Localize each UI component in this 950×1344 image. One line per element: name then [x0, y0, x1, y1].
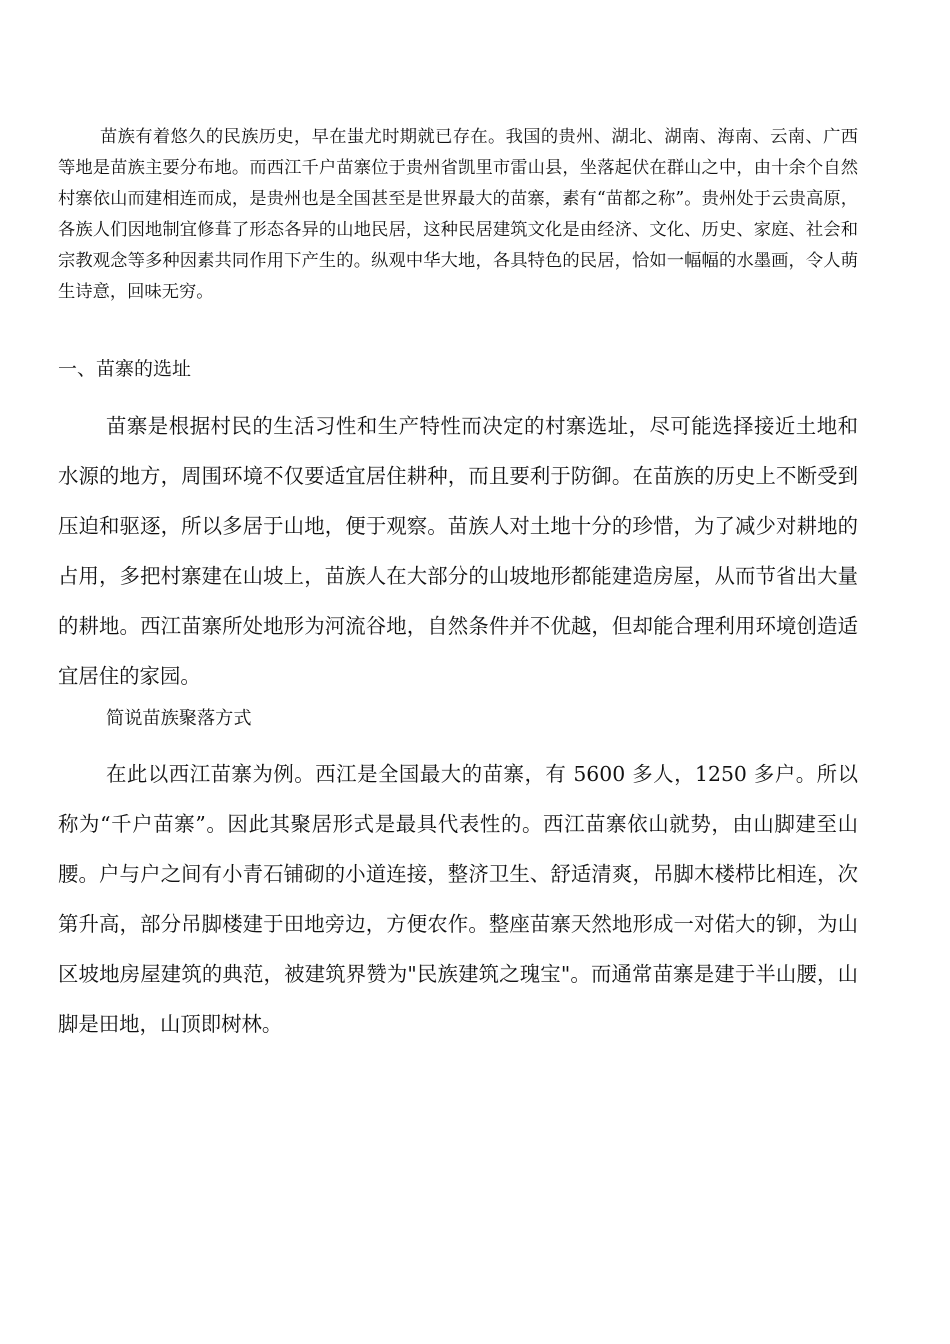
settlement-paragraph: 在此以西江苗寨为例。西江是全国最大的苗寨，有 5600 多人，1250 多户。所以称为“千户苗寨”。因此其聚居形式是最具代表性的。西江苗寨依山就势，由山脚建至山腰。户与户之间有小青石铺砌的小道连接，整济卫生、舒适清爽，吊脚木楼栉比相连，次第升高，部分吊脚楼建于田地旁边，方便农作。整座苗寨天然地形成一对偌大的铆，为山区坡地房屋建筑的典范，被建筑界赞为"民族建筑之瑰宝"。而通常苗寨是建于半山腰，山脚是田地，山顶即树林。	[58, 762, 858, 1036]
section-heading-settlement: 简说苗族聚落方式	[106, 708, 252, 729]
section-heading-site-selection: 一、苗寨的选址	[58, 358, 192, 380]
intro-paragraph: 苗族有着悠久的民族历史，早在蚩尤时期就已存在。我国的贵州、湖北、湖南、海南、云南、广西等地是苗族主要分布地。而西江千户苗寨位于贵州省凯里市雷山县，坐落起伏在群山之中，由十余个自然村寨依山而建相连而成，是贵州也是全国甚至是世界最大的苗寨，素有“苗都之称”。贵州处于云贵高原，各族人们因地制宜修葺了形态各异的山地民居，这种民居建筑文化是由经济、文化、历史、家庭、社会和宗教观念等多种因素共同作用下产生的。纵观中华大地，各具特色的民居，恰如一幅幅的水墨画，令人萌生诗意，回味无穷。	[58, 127, 858, 302]
site-selection-paragraph: 苗寨是根据村民的生活习性和生产特性而决定的村寨选址，尽可能选择接近土地和水源的地方，周围环境不仅要适宜居住耕种，而且要利于防御。在苗族的历史上不断受到压迫和驱逐，所以多居于山地，便于观察。苗族人对土地十分的珍惜，为了减少对耕地的占用，多把村寨建在山坡上，苗族人在大部分的山坡地形都能建造房屋，从而节省出大量的耕地。西江苗寨所处地形为河流谷地，自然条件并不优越，但却能合理利用环境创造适宜居住的家园。	[58, 414, 858, 688]
